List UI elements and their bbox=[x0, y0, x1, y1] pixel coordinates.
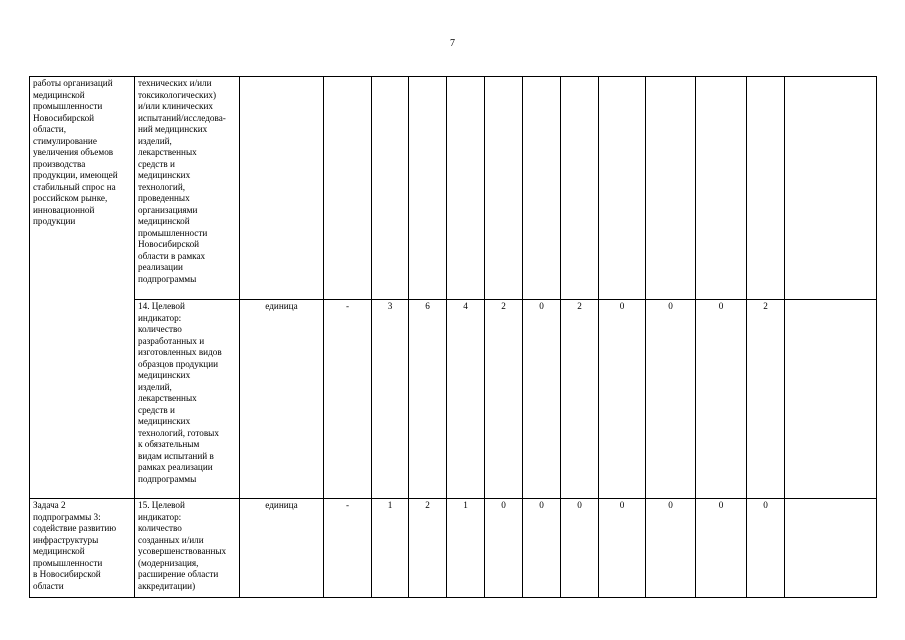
empty-cell bbox=[696, 77, 747, 300]
value-cell: 2 bbox=[485, 300, 523, 499]
value-cell: 2 bbox=[747, 300, 785, 499]
value-cell: 0 bbox=[696, 300, 747, 499]
table-row bbox=[30, 499, 877, 598]
unit-cell: единица bbox=[240, 300, 324, 499]
indicator-cell: 15. Целевой индикатор: количество созданных и/или усовершенствованных (модернизация, расширение области аккредитации) bbox=[135, 499, 240, 598]
value-cell: 4 bbox=[447, 300, 485, 499]
value-cell: 2 bbox=[561, 300, 599, 499]
empty-cell bbox=[372, 77, 409, 300]
table-row bbox=[30, 300, 877, 499]
empty-cell bbox=[599, 77, 646, 300]
empty-cell bbox=[240, 77, 324, 300]
empty-cell bbox=[646, 77, 696, 300]
empty-cell bbox=[785, 77, 877, 300]
value-cell: 1 bbox=[372, 499, 409, 598]
value-cell: - bbox=[324, 300, 372, 499]
value-cell: 1 bbox=[447, 499, 485, 598]
value-cell: 6 bbox=[409, 300, 447, 499]
task-cell: Задача 2 подпрограммы 3: содействие развитию инфраструктуры медицинской промышленности в Новосибирской области bbox=[30, 499, 135, 598]
empty-cell bbox=[324, 77, 372, 300]
value-cell: 0 bbox=[599, 300, 646, 499]
empty-cell bbox=[485, 77, 523, 300]
value-cell: 0 bbox=[561, 499, 599, 598]
value-cell bbox=[785, 300, 877, 499]
indicator-cell: 14. Целевой индикатор: количество разработанных и изготовленных видов образцов продукции медицинских изделий, лекарственных средств и медицинских технологий, готовых к обязательным видам испытаний в рамках реализации подпрограммы bbox=[135, 300, 240, 499]
value-cell: 2 bbox=[409, 499, 447, 598]
empty-cell bbox=[561, 77, 599, 300]
empty-cell bbox=[409, 77, 447, 300]
empty-cell bbox=[523, 77, 561, 300]
indicators-table bbox=[29, 76, 877, 598]
value-cell: - bbox=[324, 499, 372, 598]
page-number: 7 bbox=[450, 38, 455, 49]
table-row bbox=[30, 77, 877, 300]
empty-cell bbox=[747, 77, 785, 300]
value-cell: 0 bbox=[523, 499, 561, 598]
value-cell: 0 bbox=[646, 499, 696, 598]
value-cell bbox=[785, 499, 877, 598]
value-cell: 3 bbox=[372, 300, 409, 499]
empty-cell bbox=[447, 77, 485, 300]
value-cell: 0 bbox=[523, 300, 561, 499]
value-cell: 0 bbox=[646, 300, 696, 499]
value-cell: 0 bbox=[485, 499, 523, 598]
unit-cell: единица bbox=[240, 499, 324, 598]
indicator-cell: технических и/или токсикологических) и/или клинических испытаний/исследова- ний медицинских изделий, лекарственных средств и медицинских технологий, проведенных организациями медицинской промышленности Новосибирской области в рамках реализации подпрограммы bbox=[135, 77, 240, 300]
value-cell: 0 bbox=[599, 499, 646, 598]
value-cell: 0 bbox=[747, 499, 785, 598]
task-cell: работы организаций медицинской промышленности Новосибирской области, стимулирование увеличения объемов производства продукции, имеющей стабильный спрос на российском рынке, инновационной продукции bbox=[30, 77, 135, 499]
value-cell: 0 bbox=[696, 499, 747, 598]
